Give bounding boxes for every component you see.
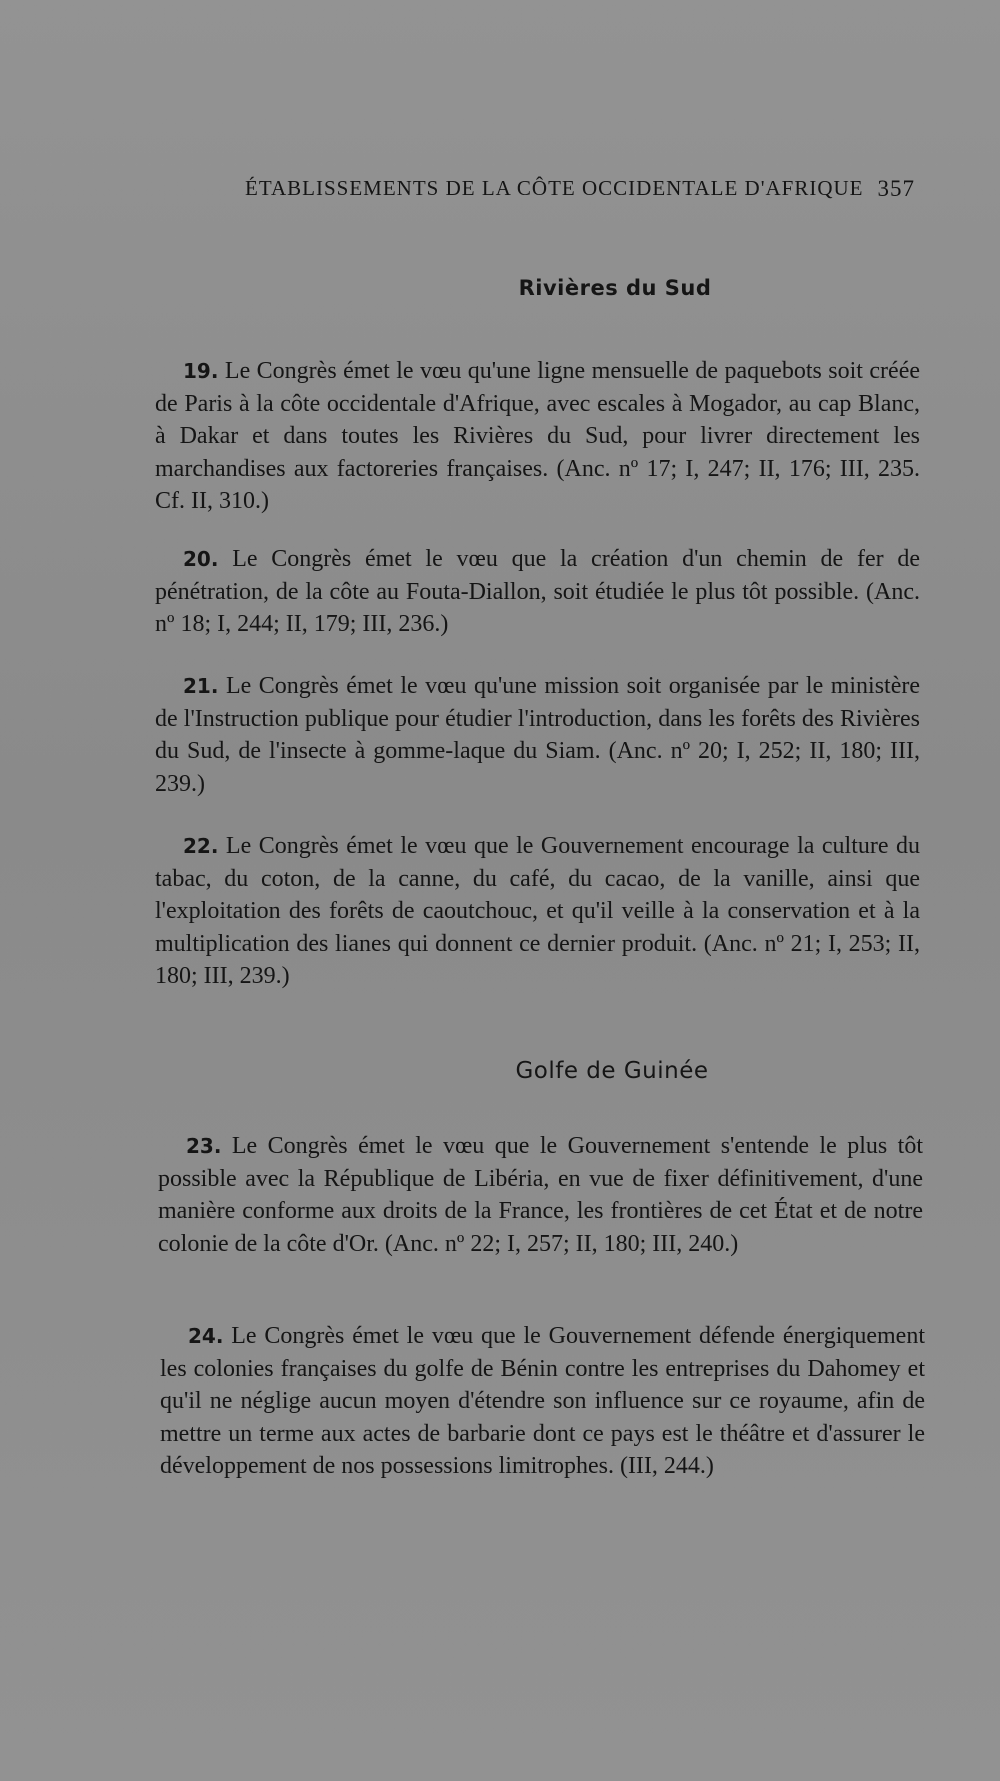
section-title: Rivières du Sud	[518, 276, 712, 300]
section-title: Golfe de Guinée	[515, 1058, 709, 1084]
paragraph-number: 20.	[183, 547, 219, 571]
paragraph	[160, 1320, 925, 1483]
paragraph	[158, 1130, 923, 1260]
running-head-title: ÉTABLISSEMENTS DE LA CÔTE OCCIDENTALE D'AFRIQUE	[245, 176, 864, 200]
paragraph-text: Le Congrès émet le vœu qu'une ligne mensuelle de paquebots soit créée de Paris à la côte occidentale d'Afrique, avec escales à Mogador, au cap Blanc, à Dakar et dans toutes les Rivières du Sud, pour livrer directement les marchandises aux factoreries françaises. (Anc. nº 17; I, 247; II, 176; III, 235. Cf. II, 310.)	[155, 358, 921, 514]
paragraph-text: Le Congrès émet le vœu que la création d'un chemin de fer de pénétration, de la côte au Fouta-Diallon, soit étudiée le plus tôt possible. (Anc. nº 18; I, 244; II, 179; III, 236.)	[155, 546, 921, 637]
page-number: 357	[877, 176, 915, 201]
paragraph-number: 19.	[183, 359, 219, 383]
paragraph-number: 23.	[186, 1134, 222, 1158]
running-head	[245, 176, 915, 208]
paragraph-text: Le Congrès émet le vœu que le Gouvernement s'entende le plus tôt possible avec la République de Libéria, en vue de fixer définitivement, d'une manière conforme aux droits de la France, les frontières de cet État et de notre colonie de la côte d'Or. (Anc. nº 22; I, 257; II, 180; III, 240.)	[158, 1133, 924, 1257]
paragraph	[155, 830, 920, 993]
paragraph	[155, 543, 920, 641]
paragraph-number: 24.	[188, 1324, 224, 1348]
paragraph-text: Le Congrès émet le vœu que le Gouvernement encourage la culture du tabac, du coton, de la canne, du café, du cacao, de la vanille, ainsi que l'exploitation des forêts de caoutchouc, et qu'il veille à la conservation et à la multiplication des lianes qui donnent ce dernier produit. (Anc. nº 21; I, 253; II, 180; III, 239.)	[155, 833, 920, 989]
paragraph-number: 21.	[183, 674, 219, 698]
paragraph	[155, 670, 920, 800]
paragraph-number: 22.	[183, 834, 219, 858]
paragraph-text: Le Congrès émet le vœu que le Gouvernement défende énergiquement les colonies françaises du golfe de Bénin contre les entreprises du Dahomey et qu'il ne néglige aucun moyen d'étendre son influence sur ce royaume, afin de mettre un terme aux actes de barbarie dont ce pays est le théâtre et d'assurer le développement de nos possessions limitrophes. (III, 244.)	[160, 1323, 925, 1479]
paragraph	[155, 355, 920, 518]
paragraph-text: Le Congrès émet le vœu qu'une mission soit organisée par le ministère de l'Instruction publique pour étudier l'introduction, dans les forêts des Rivières du Sud, de l'insecte à gomme-laque du Siam. (Anc. nº 20; I, 252; II, 180; III, 239.)	[155, 673, 921, 797]
